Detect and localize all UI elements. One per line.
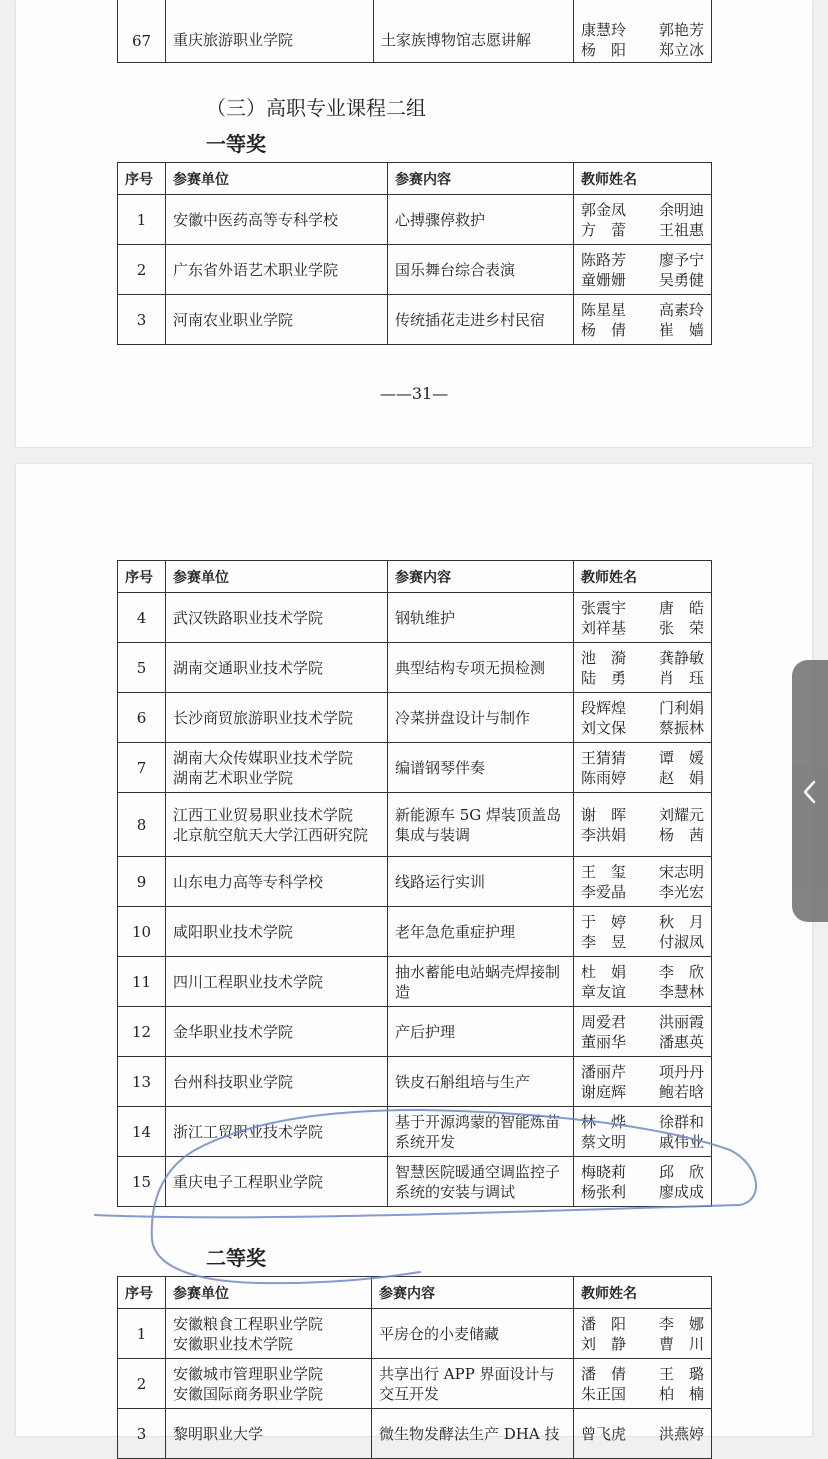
teachers-cell [574,1057,712,1107]
header-teachers: 教师姓名 [574,561,712,593]
header-content: 参赛内容 [388,561,574,593]
teacher-name: 王 璐 [658,1364,704,1383]
content-cell: 典型结构专项无损检测 [388,643,574,693]
teacher-line [581,618,704,638]
teachers-cell [574,907,712,957]
teacher-name: 洪燕婷 [658,1424,704,1443]
unit-cell: 安徽粮食工程职业学院 安徽职业技术学院 [166,1309,372,1359]
content-cell: 线路运行实训 [388,857,574,907]
teachers-cell [574,1409,712,1459]
unit-cell: 长沙商贸旅游职业技术学院 [166,693,388,743]
teacher-line [581,1082,704,1102]
teacher-name: 徐群和 [658,1112,704,1131]
table-row [118,743,712,793]
teachers-cell [574,1107,712,1157]
unit-cell: 武汉铁路职业技术学院 [166,593,388,643]
teacher-name: 张震宇 [581,598,627,617]
teacher-name: 蔡文明 [581,1132,627,1151]
teacher-line [581,20,704,40]
teachers-cell [574,0,712,63]
table-row [118,1157,712,1207]
teacher-line [581,1334,704,1354]
content-cell: 编谱钢琴伴奏 [388,743,574,793]
table-header-row [118,163,712,195]
teacher-line [581,250,704,270]
teacher-line [581,982,704,1002]
teacher-line [581,270,704,290]
teacher-name: 付淑凤 [658,932,704,951]
teacher-name: 杨 倩 [581,320,627,339]
teacher-name: 李光宏 [658,882,704,901]
unit-cell: 湖南交通职业技术学院 [166,643,388,693]
teacher-name: 鲍若晗 [658,1082,704,1101]
teacher-name: 谢 晖 [581,805,627,824]
table-row [118,793,712,857]
teacher-line [581,300,704,320]
teachers-cell [574,1309,712,1359]
teacher-name: 宋志明 [658,862,704,881]
teacher-name: 潘 倩 [581,1364,627,1383]
teachers-cell [574,643,712,693]
teachers-cell [574,957,712,1007]
teacher-line [581,882,704,902]
teacher-name: 柏 楠 [658,1384,704,1403]
teacher-name: 潘惠英 [658,1032,704,1051]
page-number: ——31— [379,384,449,403]
teacher-name: 林 烨 [581,1112,627,1131]
teacher-name: 王祖惠 [658,220,704,239]
teacher-name: 张 荣 [658,618,704,637]
teacher-line [581,40,704,60]
teacher-line [581,320,704,340]
teacher-name: 刘祥基 [581,618,627,637]
unit-cell: 黎明职业大学 [166,1409,372,1459]
content-cell: 产后护理 [388,1007,574,1057]
table-row [118,907,712,957]
teacher-name: 杨张利 [581,1182,627,1201]
header-content: 参赛内容 [388,163,574,195]
content-cell: 冷菜拼盘设计与制作 [388,693,574,743]
unit-cell: 重庆电子工程职业学院 [166,1157,388,1207]
teacher-line [581,220,704,240]
content-cell: 钢轨维护 [388,593,574,643]
teacher-name: 肖 珏 [658,668,704,687]
row-number: 14 [118,1107,166,1157]
teachers-cell [574,245,712,295]
teacher-name: 余明迪 [658,200,704,219]
unit-cell: 浙江工贸职业技术学院 [166,1107,388,1157]
teacher-name: 池 漪 [581,648,627,667]
prize-heading: 一等奖 [206,132,266,156]
teacher-line [581,1112,704,1132]
teacher-name: 谭 媛 [658,748,704,767]
unit-cell: 金华职业技术学院 [166,1007,388,1057]
teachers-cell [574,743,712,793]
teacher-name: 曾飞虎 [581,1424,627,1443]
teacher-name: 李 昱 [581,932,627,951]
table-row [118,1007,712,1057]
teacher-line [581,962,704,982]
table-row [118,1409,712,1459]
content-cell: 微生物发酵法生产 DHA 技 [372,1409,574,1459]
unit-cell: 四川工程职业技术学院 [166,957,388,1007]
teacher-line [581,1314,704,1334]
teacher-line [581,200,704,220]
row-number: 13 [118,1057,166,1107]
teacher-name: 曹 川 [658,1334,704,1353]
teacher-name: 门利娟 [658,698,704,717]
unit-cell: 广东省外语艺术职业学院 [166,245,388,295]
content-cell: 新能源车 5G 焊装顶盖岛集成与装调 [388,793,574,857]
teacher-name: 廖成成 [658,1182,704,1201]
table-row [118,0,712,63]
teacher-name: 董丽华 [581,1032,627,1051]
content-cell: 抽水蓄能电站蜗壳焊接制造 [388,957,574,1007]
teacher-line [581,1384,704,1404]
teacher-line [581,1132,704,1152]
teacher-name: 杨 阳 [581,41,627,59]
teacher-line [581,648,704,668]
continued-table [117,0,712,63]
teacher-name: 龚静敏 [658,648,704,667]
content-cell: 共享出行 APP 界面设计与交互开发 [372,1359,574,1409]
header-no: 序号 [118,561,166,593]
table-row [118,643,712,693]
content-cell: 传统插花走进乡村民宿 [388,295,574,345]
row-number: 11 [118,957,166,1007]
teacher-name: 戚伟业 [658,1132,704,1151]
unit-cell: 安徽城市管理职业学院 安徽国际商务职业学院 [166,1359,372,1409]
teacher-line [581,1364,704,1384]
teacher-name: 刘 静 [581,1334,627,1353]
teacher-name: 唐 皓 [658,598,704,617]
teacher-name: 郭艳芳 [658,21,704,39]
teacher-line [581,862,704,882]
teachers-cell [574,793,712,857]
teacher-line [581,1012,704,1032]
content-cell: 老年急危重症护理 [388,907,574,957]
unit-cell: 台州科技职业学院 [166,1057,388,1107]
document-page-32 [16,464,812,1443]
teacher-line [581,748,704,768]
teacher-name: 李爱晶 [581,882,627,901]
table-row [118,693,712,743]
teacher-name: 潘丽芹 [581,1062,627,1081]
teacher-name: 陈星星 [581,300,627,319]
first-prize-table [117,162,712,345]
teacher-name: 刘文保 [581,718,627,737]
table-header-row [118,561,712,593]
teacher-name: 潘 阳 [581,1314,627,1333]
header-teachers: 教师姓名 [574,163,712,195]
header-unit: 参赛单位 [166,163,388,195]
content-cell: 基于开源鸿蒙的智能炼苗系统开发 [388,1107,574,1157]
unit-cell: 河南农业职业学院 [166,295,388,345]
content-cell: 土家族博物馆志愿讲解 [374,0,574,63]
header-no: 序号 [118,1277,166,1309]
teachers-cell [574,295,712,345]
teacher-name: 李 欣 [658,962,704,981]
header-no: 序号 [118,163,166,195]
teacher-line [581,1182,704,1202]
teachers-cell [574,195,712,245]
teacher-name: 秋 月 [658,912,704,931]
header-teachers: 教师姓名 [574,1277,712,1309]
teacher-line [581,1424,704,1444]
table-row [118,1107,712,1157]
prize-heading-second: 二等奖 [206,1246,266,1270]
teacher-name: 周爱君 [581,1012,627,1031]
teacher-name: 童姗姗 [581,270,627,289]
row-number: 2 [118,245,166,295]
row-number: 6 [118,693,166,743]
teacher-name: 李慧林 [658,982,704,1001]
content-cell: 平房仓的小麦储藏 [372,1309,574,1359]
teacher-name: 刘耀元 [658,805,704,824]
teacher-name: 谢庭辉 [581,1082,627,1101]
teacher-line [581,1032,704,1052]
header-unit: 参赛单位 [166,1277,372,1309]
table-row [118,957,712,1007]
row-number: 1 [118,195,166,245]
content-cell: 智慧医院暖通空调监控子系统的安装与调试 [388,1157,574,1207]
unit-cell: 安徽中医药高等专科学校 [166,195,388,245]
teacher-name: 于 婷 [581,912,627,931]
row-number: 10 [118,907,166,957]
teacher-name: 朱正国 [581,1384,627,1403]
teacher-name: 章友谊 [581,982,627,1001]
row-number: 4 [118,593,166,643]
content-cell: 国乐舞台综合表演 [388,245,574,295]
teacher-line [581,805,704,825]
teacher-name: 方 蕾 [581,220,627,239]
unit-cell: 湖南大众传媒职业技术学院 湖南艺术职业学院 [166,743,388,793]
teachers-cell [574,1007,712,1057]
teacher-line [581,598,704,618]
teacher-name: 郑立冰 [658,41,704,59]
teacher-name: 康慧玲 [581,21,627,39]
table-row [118,245,712,295]
teacher-name: 陈路芳 [581,250,627,269]
teacher-name: 梅晓莉 [581,1162,627,1181]
row-number: 7 [118,743,166,793]
teacher-name: 廖予宁 [658,250,704,269]
table-row [118,1057,712,1107]
teacher-name: 王猜猜 [581,748,627,767]
teacher-name: 杨 茜 [658,825,704,844]
teachers-cell [574,693,712,743]
teacher-line [581,1162,704,1182]
content-cell: 心搏骤停救护 [388,195,574,245]
teacher-name: 邱 欣 [658,1162,704,1181]
header-content: 参赛内容 [372,1277,574,1309]
section-title: （三）高职专业课程二组 [206,96,426,120]
unit-cell: 重庆旅游职业学院 [166,0,374,63]
unit-cell: 江西工业贸易职业技术学院 北京航空航天大学江西研究院 [166,793,388,857]
second-prize-table [117,1276,712,1459]
teacher-name: 洪丽霞 [658,1012,704,1031]
row-number: 15 [118,1157,166,1207]
table-row [118,1359,712,1409]
teacher-name: 崔 嫱 [658,320,704,339]
teacher-name: 项丹丹 [658,1062,704,1081]
row-number: 2 [118,1359,166,1409]
row-number: 8 [118,793,166,857]
header-unit: 参赛单位 [166,561,388,593]
content-cell: 铁皮石斛组培与生产 [388,1057,574,1107]
row-number: 9 [118,857,166,907]
teacher-name: 吴勇健 [658,270,704,289]
unit-cell: 咸阳职业技术学院 [166,907,388,957]
teacher-name: 高素玲 [658,300,704,319]
teachers-cell [574,1157,712,1207]
table-row [118,857,712,907]
teacher-name: 段辉煌 [581,698,627,717]
table-row [118,593,712,643]
teachers-cell [574,857,712,907]
document-page-31 [16,0,812,447]
teacher-name: 赵 娟 [658,768,704,787]
teacher-line [581,932,704,952]
row-number: 67 [118,0,166,63]
teacher-name: 李 娜 [658,1314,704,1333]
row-number: 3 [118,1409,166,1459]
teacher-line [581,768,704,788]
teacher-name: 郭金凤 [581,200,627,219]
row-number: 3 [118,295,166,345]
row-number: 5 [118,643,166,693]
table-header-row [118,1277,712,1309]
side-panel-toggle[interactable] [792,660,828,922]
teacher-line [581,668,704,688]
teacher-line [581,825,704,845]
table-row [118,295,712,345]
teacher-name: 陈雨婷 [581,768,627,787]
unit-cell: 山东电力高等专科学校 [166,857,388,907]
table-row [118,195,712,245]
table-row [118,1309,712,1359]
teacher-name: 李洪娟 [581,825,627,844]
teacher-name: 王 玺 [581,862,627,881]
teacher-line [581,1062,704,1082]
chevron-left-icon [800,778,820,806]
teacher-name: 蔡振林 [658,718,704,737]
teachers-cell [574,593,712,643]
row-number: 12 [118,1007,166,1057]
teachers-cell [574,1359,712,1409]
teacher-name: 陆 勇 [581,668,627,687]
teacher-line [581,718,704,738]
row-number: 1 [118,1309,166,1359]
first-prize-table-continued [117,560,712,1207]
teacher-line [581,912,704,932]
teacher-line [581,698,704,718]
teacher-name: 杜 娟 [581,962,627,981]
